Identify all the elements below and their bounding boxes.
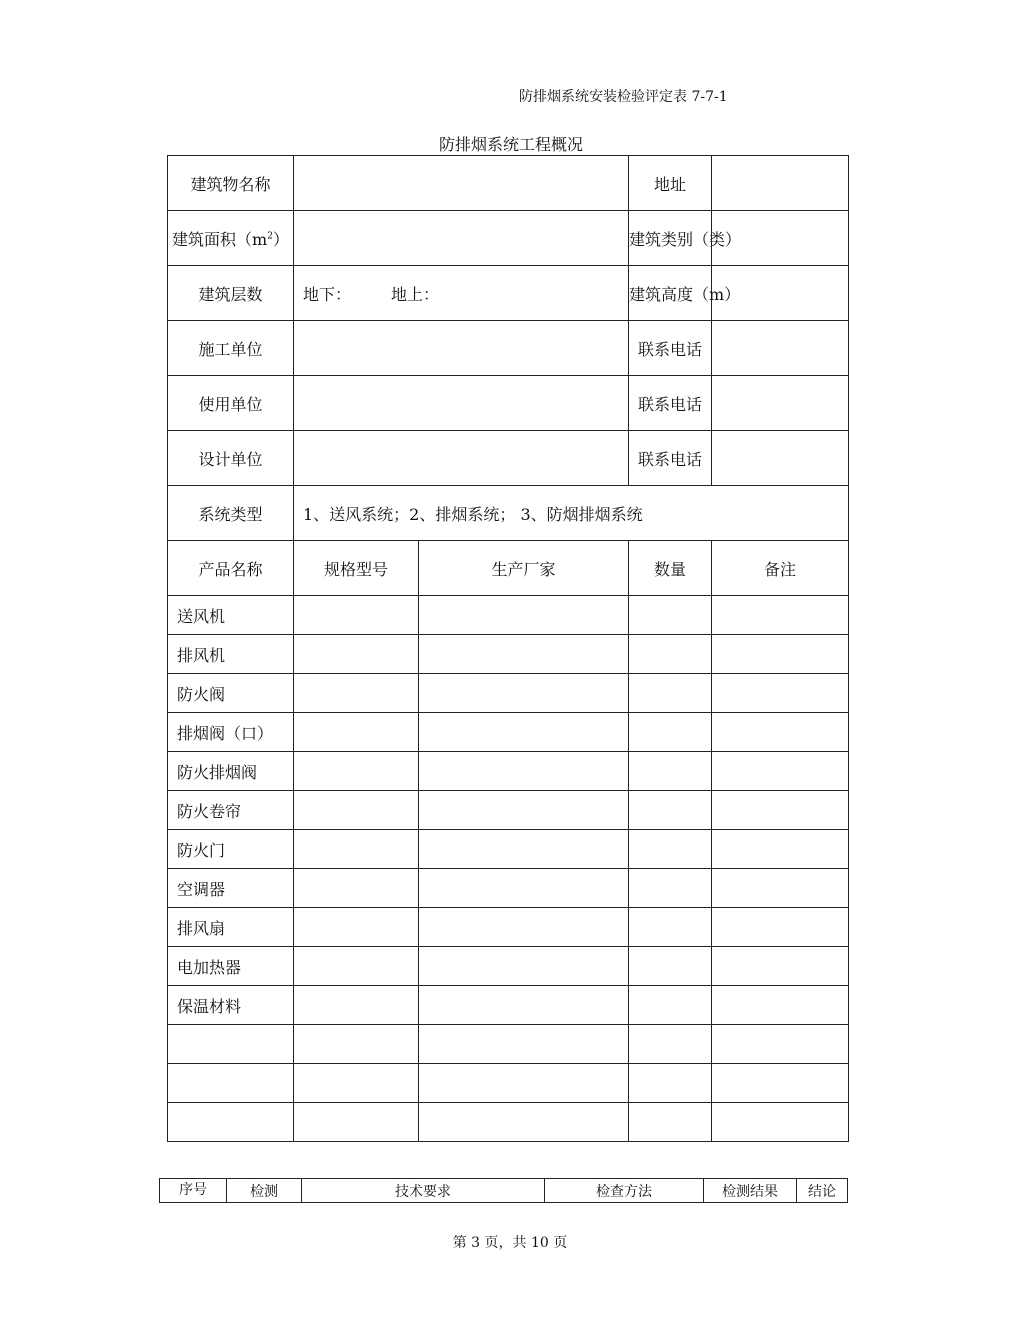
spec-model-cell[interactable] (294, 674, 419, 713)
row-system-type (168, 486, 849, 541)
manufacturer-cell[interactable] (419, 752, 629, 791)
user-unit-value[interactable] (294, 376, 629, 431)
spec-model-cell[interactable] (294, 635, 419, 674)
quantity-cell[interactable] (629, 869, 712, 908)
manufacturer-cell[interactable] (419, 830, 629, 869)
remarks-cell[interactable] (712, 635, 849, 674)
quantity-cell[interactable] (629, 908, 712, 947)
address-value[interactable] (712, 156, 849, 211)
label-system-type: 系统类型 (168, 486, 294, 541)
building-area-value[interactable] (294, 211, 629, 266)
inspection-header-row (160, 1179, 848, 1203)
product-row (168, 1103, 849, 1142)
label-contact-phone: 联系电话 (629, 431, 712, 486)
product-name-cell (168, 1025, 294, 1064)
product-row (168, 596, 849, 635)
quantity-cell[interactable] (629, 791, 712, 830)
quantity-cell[interactable] (629, 1103, 712, 1142)
product-row (168, 986, 849, 1025)
product-name-cell: 保温材料 (168, 986, 294, 1025)
label-building-name: 建筑物名称 (168, 156, 294, 211)
quantity-cell[interactable] (629, 830, 712, 869)
remarks-cell[interactable] (712, 713, 849, 752)
header-tech-requirement: 技术要求 (302, 1179, 545, 1203)
manufacturer-cell[interactable] (419, 674, 629, 713)
remarks-cell[interactable] (712, 986, 849, 1025)
product-row (168, 713, 849, 752)
quantity-cell[interactable] (629, 635, 712, 674)
row-construction-unit (168, 321, 849, 376)
product-row (168, 947, 849, 986)
inspection-header-table (159, 1178, 848, 1203)
quantity-cell[interactable] (629, 752, 712, 791)
floors-value[interactable] (294, 266, 629, 321)
spec-model-cell[interactable] (294, 1025, 419, 1064)
label-height: 建筑高度（m） (629, 266, 712, 321)
product-row (168, 1064, 849, 1103)
product-row (168, 830, 849, 869)
remarks-cell[interactable] (712, 830, 849, 869)
product-row (168, 635, 849, 674)
header-manufacturer: 生产厂家 (419, 541, 629, 596)
product-row (168, 869, 849, 908)
product-name-cell: 电加热器 (168, 947, 294, 986)
remarks-cell[interactable] (712, 908, 849, 947)
remarks-cell[interactable] (712, 947, 849, 986)
quantity-cell[interactable] (629, 713, 712, 752)
spec-model-cell[interactable] (294, 596, 419, 635)
product-row (168, 791, 849, 830)
label-user-unit: 使用单位 (168, 376, 294, 431)
label-design-unit: 设计单位 (168, 431, 294, 486)
design-unit-value[interactable] (294, 431, 629, 486)
product-name-cell: 防火排烟阀 (168, 752, 294, 791)
product-header-row (168, 541, 849, 596)
spec-model-cell[interactable] (294, 1064, 419, 1103)
product-name-cell (168, 1103, 294, 1142)
manufacturer-cell[interactable] (419, 1103, 629, 1142)
header-test-result: 检测结果 (704, 1179, 797, 1203)
remarks-cell[interactable] (712, 674, 849, 713)
label-contact-phone: 联系电话 (629, 321, 712, 376)
table-title: 防排烟系统工程概况 (438, 135, 583, 154)
quantity-cell[interactable] (629, 674, 712, 713)
spec-model-cell[interactable] (294, 869, 419, 908)
product-name-cell: 排风扇 (168, 908, 294, 947)
header-inspection: 检测 (227, 1179, 302, 1203)
remarks-cell[interactable] (712, 791, 849, 830)
page-footer: 第 3 页，共 10 页 (452, 1235, 568, 1251)
spec-model-cell[interactable] (294, 791, 419, 830)
header-conclusion: 结论 (797, 1179, 848, 1203)
product-name-cell: 排烟阀（口） (168, 713, 294, 752)
label-underground: 地下： (303, 284, 352, 304)
product-name-cell: 空调器 (168, 869, 294, 908)
quantity-cell[interactable] (629, 947, 712, 986)
product-row (168, 674, 849, 713)
quantity-cell[interactable] (629, 596, 712, 635)
design-phone-value[interactable] (712, 431, 849, 486)
product-name-cell: 防火门 (168, 830, 294, 869)
product-name-cell: 送风机 (168, 596, 294, 635)
spec-model-cell[interactable] (294, 947, 419, 986)
manufacturer-cell[interactable] (419, 1064, 629, 1103)
system-type-value: 1、送风系统；2、排烟系统； 3、防烟排烟系统 (294, 486, 849, 541)
product-name-cell (168, 1064, 294, 1103)
document-id: 防排烟系统安装检验评定表 7-7-1 (519, 89, 728, 105)
product-row (168, 908, 849, 947)
remarks-cell[interactable] (712, 752, 849, 791)
product-row (168, 1025, 849, 1064)
construction-unit-value[interactable] (294, 321, 629, 376)
manufacturer-cell[interactable] (419, 908, 629, 947)
remarks-cell[interactable] (712, 869, 849, 908)
manufacturer-cell[interactable] (419, 596, 629, 635)
header-check-method: 检查方法 (545, 1179, 704, 1203)
spec-model-cell[interactable] (294, 986, 419, 1025)
construction-phone-value[interactable] (712, 321, 849, 376)
label-floors: 建筑层数 (168, 266, 294, 321)
manufacturer-cell[interactable] (419, 635, 629, 674)
product-row (168, 752, 849, 791)
label-address: 地址 (629, 156, 712, 211)
header-quantity: 数量 (629, 541, 712, 596)
remarks-cell[interactable] (712, 1103, 849, 1142)
spec-model-cell[interactable] (294, 830, 419, 869)
spec-model-cell[interactable] (294, 752, 419, 791)
label-contact-phone: 联系电话 (629, 376, 712, 431)
spec-model-cell[interactable] (294, 1103, 419, 1142)
manufacturer-cell[interactable] (419, 1025, 629, 1064)
remarks-cell[interactable] (712, 1064, 849, 1103)
spec-model-cell[interactable] (294, 713, 419, 752)
manufacturer-cell[interactable] (419, 713, 629, 752)
product-name-cell: 防火卷帘 (168, 791, 294, 830)
product-name-cell: 排风机 (168, 635, 294, 674)
header-seq-no: 序号 (160, 1179, 227, 1203)
row-design-unit (168, 431, 849, 486)
label-construction-unit: 施工单位 (168, 321, 294, 376)
manufacturer-cell[interactable] (419, 947, 629, 986)
quantity-cell[interactable] (629, 1025, 712, 1064)
quantity-cell[interactable] (629, 986, 712, 1025)
building-name-value[interactable] (294, 156, 629, 211)
quantity-cell[interactable] (629, 1064, 712, 1103)
overview-table (167, 155, 849, 1142)
manufacturer-cell[interactable] (419, 986, 629, 1025)
remarks-cell[interactable] (712, 1025, 849, 1064)
product-name-cell: 防火阀 (168, 674, 294, 713)
manufacturer-cell[interactable] (419, 869, 629, 908)
header-product-name: 产品名称 (168, 541, 294, 596)
label-building-category: 建筑类别（类） (629, 211, 712, 266)
header-remarks: 备注 (712, 541, 849, 596)
row-floors (168, 266, 849, 321)
label-aboveground: 地上： (391, 284, 440, 304)
remarks-cell[interactable] (712, 596, 849, 635)
spec-model-cell[interactable] (294, 908, 419, 947)
row-user-unit (168, 376, 849, 431)
manufacturer-cell[interactable] (419, 791, 629, 830)
user-phone-value[interactable] (712, 376, 849, 431)
header-spec-model: 规格型号 (294, 541, 419, 596)
row-building-name (168, 156, 849, 211)
label-building-area: 建筑面积$(m^2)$ (168, 211, 294, 266)
row-building-area (168, 211, 849, 266)
